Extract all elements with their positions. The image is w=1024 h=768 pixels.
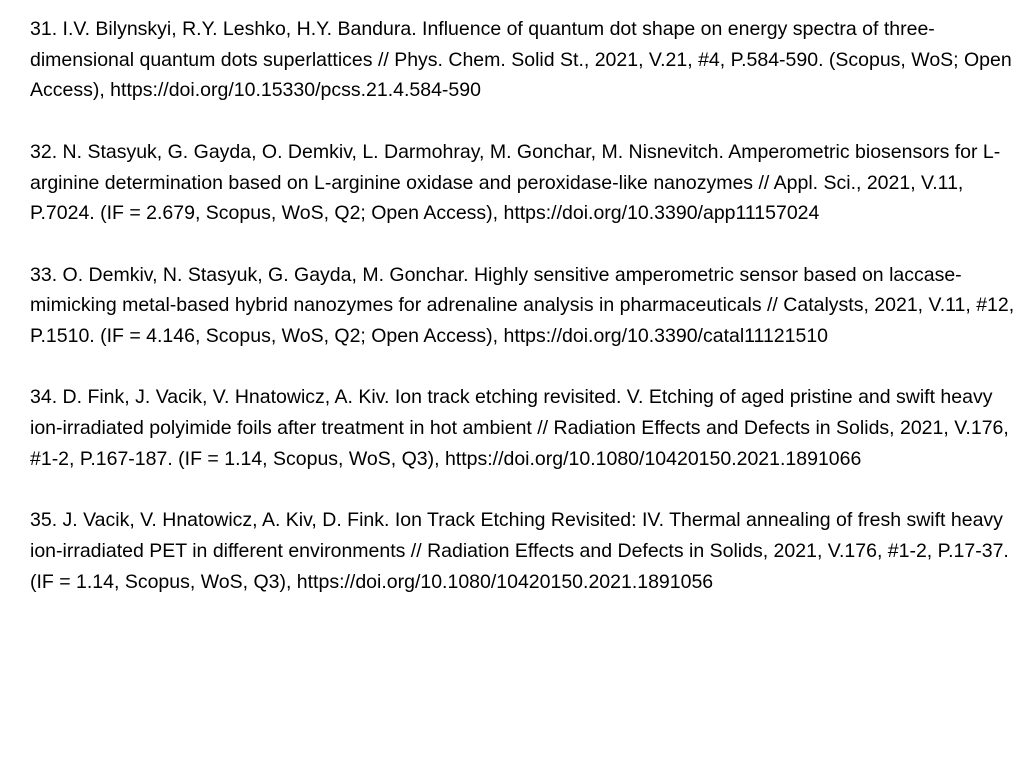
- reference-item-35: 35. J. Vacik, V. Hnatowicz, A. Kiv, D. Fink. Ion Track Etching Revisited: IV. Thermal annealing of fresh swift heavy ion-irradiated PET in different environments // Radiation Effects and Defects in Solids, 2021, V.176, #1-2, P.17-37. (IF = 1.14, Scopus, WoS, Q3), https://doi.org/10.1080/10420150.2021.1891056: [30, 509, 1009, 593]
- reference-list: [30, 14, 1015, 597]
- reference-item-33: 33. O. Demkiv, N. Stasyuk, G. Gayda, M. Gonchar. Highly sensitive amperometric sensor based on laccase-mimicking metal-based hybrid nanozymes for adrenaline analysis in pharmaceuticals // Catalysts, 2021, V.11, #12, P.1510. (IF = 4.146, Scopus, WoS, Q2; Open Access), https://doi.org/10.3390/catal11121510: [30, 263, 1015, 347]
- reference-item-34: 34. D. Fink, J. Vacik, V. Hnatowicz, A. Kiv. Ion track etching revisited. V. Etching of aged pristine and swift heavy ion-irradiated polyimide foils after treatment in hot ambient // Radiation Effects and Defects in Solids, 2021, V.176, #1-2, P.167-187. (IF = 1.14, Scopus, WoS, Q3), https://doi.org/10.1080/10420150.2021.1891066: [30, 386, 1009, 470]
- reference-item-31: 31. I.V. Bilynskyi, R.Y. Leshko, H.Y. Bandura. Influence of quantum dot shape on energy spectra of three-dimensional quantum dots superlattices // Phys. Chem. Solid St., 2021, V.21, #4, P.584-590. (Scopus, WoS; Open Access), https://doi.org/10.15330/pcss.21.4.584-590: [30, 18, 1012, 102]
- reference-item-32: 32. N. Stasyuk, G. Gayda, O. Demkiv, L. Darmohray, M. Gonchar, M. Nisnevitch. Amperometric biosensors for L-arginine determination based on L-arginine oxidase and peroxidase-like nanozymes // Appl. Sci., 2021, V.11, P.7024. (IF = 2.679, Scopus, WoS, Q2; Open Access), https://doi.org/10.3390/app11157024: [30, 140, 1001, 225]
